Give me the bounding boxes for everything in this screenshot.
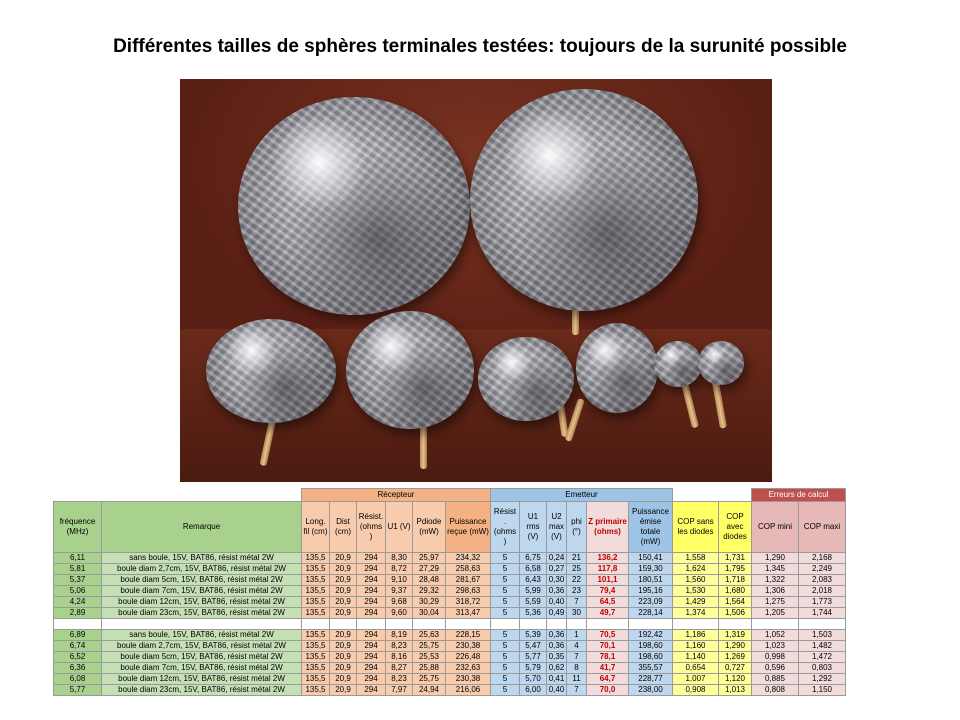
cell-remarque: boule diam 2,7cm, 15V, BAT86, résist métal 2W bbox=[102, 641, 302, 652]
cell-u1-rms: 5,47 bbox=[520, 641, 547, 652]
cell-cop-mini: 1,306 bbox=[752, 586, 799, 597]
cell-long-fil: 135,5 bbox=[302, 553, 330, 564]
cell-puissance-emise: 195,16 bbox=[629, 586, 673, 597]
table-row bbox=[54, 553, 846, 564]
header-cop-maxi: COP maxi bbox=[799, 502, 846, 553]
cell-frequence: 6,36 bbox=[54, 663, 102, 674]
header-cop-sans: COP sans les diodes bbox=[673, 502, 719, 553]
cell-remarque: boule diam 5cm, 15V, BAT86, résist métal 2W bbox=[102, 575, 302, 586]
cell-puissance-recue: 230,38 bbox=[446, 641, 491, 652]
header-phi: phi (°) bbox=[567, 502, 587, 553]
cell-cop-mini: 1,275 bbox=[752, 597, 799, 608]
cell-u2-max: 0,36 bbox=[547, 630, 567, 641]
cell-dist: 20,9 bbox=[330, 630, 357, 641]
cell-cop-avec: 1,290 bbox=[719, 641, 752, 652]
table-row bbox=[54, 608, 846, 619]
cell-cop-sans: 1,558 bbox=[673, 553, 719, 564]
cell-u1: 8,30 bbox=[386, 553, 413, 564]
cell-resist-r: 294 bbox=[357, 564, 386, 575]
cell-cop-maxi: 2,168 bbox=[799, 553, 846, 564]
header-u2-max: U2 max (V) bbox=[547, 502, 567, 553]
cell-u1-rms: 5,79 bbox=[520, 663, 547, 674]
cell-cop-sans: 1,140 bbox=[673, 652, 719, 663]
cell-cop-avec: 1,718 bbox=[719, 575, 752, 586]
cell-cop-avec: 1,564 bbox=[719, 597, 752, 608]
cell-u2-max: 0,40 bbox=[547, 597, 567, 608]
cell-pdiode: 25,75 bbox=[413, 641, 446, 652]
cell-resist-r: 294 bbox=[357, 663, 386, 674]
cell-cop-sans: 0,654 bbox=[673, 663, 719, 674]
cell-remarque: boule diam 23cm, 15V, BAT86, résist métal 2W bbox=[102, 608, 302, 619]
cell-resist-r: 294 bbox=[357, 630, 386, 641]
cell-phi: 21 bbox=[567, 553, 587, 564]
cell-puissance-emise: 228,14 bbox=[629, 608, 673, 619]
cell-cop-mini: 1,290 bbox=[752, 553, 799, 564]
cell-cop-sans: 1,530 bbox=[673, 586, 719, 597]
cell-u1: 9,60 bbox=[386, 608, 413, 619]
cell-puissance-recue: 234,32 bbox=[446, 553, 491, 564]
cell-dist: 20,9 bbox=[330, 586, 357, 597]
cell-z-primaire: 78,1 bbox=[587, 652, 629, 663]
header-dist: Dist (cm) bbox=[330, 502, 357, 553]
cell-resist-r: 294 bbox=[357, 553, 386, 564]
cell-puissance-recue: 226,48 bbox=[446, 652, 491, 663]
cell-puissance-recue: 313,47 bbox=[446, 608, 491, 619]
header-resist-r: Résist. (ohms ) bbox=[357, 502, 386, 553]
cell-cop-sans: 1,429 bbox=[673, 597, 719, 608]
cell-resist-r: 294 bbox=[357, 575, 386, 586]
cell-puissance-recue: 258,63 bbox=[446, 564, 491, 575]
cell-u2-max: 0,30 bbox=[547, 575, 567, 586]
sphere-2-7cm-b bbox=[698, 341, 744, 385]
cell-resist-e: 5 bbox=[491, 663, 520, 674]
table-row bbox=[54, 663, 846, 674]
cell-phi: 22 bbox=[567, 575, 587, 586]
sphere-12cm-b bbox=[346, 311, 474, 429]
spheres-photo bbox=[180, 79, 772, 482]
cell-resist-e: 5 bbox=[491, 586, 520, 597]
cell-puissance-recue: 318,72 bbox=[446, 597, 491, 608]
cell-z-primaire: 49,7 bbox=[587, 608, 629, 619]
cell-puissance-recue: 232,63 bbox=[446, 663, 491, 674]
cell-cop-maxi: 1,292 bbox=[799, 674, 846, 685]
cell-u1-rms: 6,00 bbox=[520, 685, 547, 696]
cell-u1: 8,23 bbox=[386, 674, 413, 685]
table-row bbox=[54, 652, 846, 663]
group-erreurs: Erreurs de calcul bbox=[752, 489, 846, 502]
cell-frequence: 6,89 bbox=[54, 630, 102, 641]
cell-cop-mini: 1,322 bbox=[752, 575, 799, 586]
cell-u1: 8,16 bbox=[386, 652, 413, 663]
sphere-23cm-a bbox=[238, 97, 470, 315]
cell-cop-sans: 0,908 bbox=[673, 685, 719, 696]
cell-phi: 1 bbox=[567, 630, 587, 641]
cell-resist-r: 294 bbox=[357, 641, 386, 652]
cell-dist: 20,9 bbox=[330, 575, 357, 586]
cell-dist: 20,9 bbox=[330, 597, 357, 608]
cell-remarque: sans boule, 15V, BAT86, résist métal 2W bbox=[102, 630, 302, 641]
cell-pdiode: 25,53 bbox=[413, 652, 446, 663]
cell-resist-e: 5 bbox=[491, 597, 520, 608]
cell-long-fil: 135,5 bbox=[302, 564, 330, 575]
cell-cop-maxi: 1,472 bbox=[799, 652, 846, 663]
table-row bbox=[54, 564, 846, 575]
sphere-5cm bbox=[576, 323, 658, 413]
cell-cop-maxi: 1,482 bbox=[799, 641, 846, 652]
cell-long-fil: 135,5 bbox=[302, 685, 330, 696]
cell-pdiode: 29,32 bbox=[413, 586, 446, 597]
cell-puissance-recue: 281,67 bbox=[446, 575, 491, 586]
sphere-12cm bbox=[206, 319, 336, 423]
cell-cop-mini: 0,596 bbox=[752, 663, 799, 674]
cell-dist: 20,9 bbox=[330, 652, 357, 663]
cell-resist-e: 5 bbox=[491, 553, 520, 564]
header-long-fil: Long. fil (cm) bbox=[302, 502, 330, 553]
cell-cop-avec: 1,795 bbox=[719, 564, 752, 575]
cell-dist: 20,9 bbox=[330, 663, 357, 674]
cell-frequence: 6,74 bbox=[54, 641, 102, 652]
cell-long-fil: 135,5 bbox=[302, 652, 330, 663]
cell-u1-rms: 5,77 bbox=[520, 652, 547, 663]
cell-dist: 20,9 bbox=[330, 564, 357, 575]
sphere-23cm-b bbox=[470, 89, 698, 311]
table-row bbox=[54, 685, 846, 696]
cell-u1-rms: 5,36 bbox=[520, 608, 547, 619]
cell-resist-e: 5 bbox=[491, 630, 520, 641]
cell-z-primaire: 117,8 bbox=[587, 564, 629, 575]
cell-u2-max: 0,40 bbox=[547, 685, 567, 696]
cell-phi: 7 bbox=[567, 652, 587, 663]
cell-remarque: sans boule, 15V, BAT86, résist métal 2W bbox=[102, 553, 302, 564]
header-u1: U1 (V) bbox=[386, 502, 413, 553]
cell-cop-maxi: 2,249 bbox=[799, 564, 846, 575]
cell-remarque: boule diam 7cm, 15V, BAT86, résist métal 2W bbox=[102, 663, 302, 674]
cell-puissance-emise: 192,42 bbox=[629, 630, 673, 641]
sphere-7cm bbox=[478, 337, 574, 421]
cell-cop-avec: 1,506 bbox=[719, 608, 752, 619]
cell-long-fil: 135,5 bbox=[302, 597, 330, 608]
header-cop-avec: COP avec diodes bbox=[719, 502, 752, 553]
cell-puissance-recue: 228,15 bbox=[446, 630, 491, 641]
cell-cop-mini: 1,052 bbox=[752, 630, 799, 641]
cell-remarque: boule diam 5cm, 15V, BAT86, résist métal 2W bbox=[102, 652, 302, 663]
cell-cop-maxi: 1,773 bbox=[799, 597, 846, 608]
cell-cop-maxi: 0,803 bbox=[799, 663, 846, 674]
separator-row bbox=[54, 619, 846, 630]
cell-cop-maxi: 1,503 bbox=[799, 630, 846, 641]
group-header-row bbox=[54, 489, 846, 502]
cell-puissance-emise: 198,60 bbox=[629, 652, 673, 663]
cell-z-primaire: 136,2 bbox=[587, 553, 629, 564]
cell-dist: 20,9 bbox=[330, 674, 357, 685]
cell-z-primaire: 64,7 bbox=[587, 674, 629, 685]
cell-long-fil: 135,5 bbox=[302, 575, 330, 586]
cell-puissance-emise: 198,60 bbox=[629, 641, 673, 652]
cell-resist-e: 5 bbox=[491, 685, 520, 696]
cell-cop-maxi: 1,150 bbox=[799, 685, 846, 696]
header-puissance-emise: Puissance émise totale (mW) bbox=[629, 502, 673, 553]
cell-cop-avec: 1,319 bbox=[719, 630, 752, 641]
cell-long-fil: 135,5 bbox=[302, 586, 330, 597]
cell-resist-r: 294 bbox=[357, 586, 386, 597]
cell-resist-e: 5 bbox=[491, 564, 520, 575]
sphere-2-7cm-a bbox=[654, 341, 702, 387]
cell-z-primaire: 101,1 bbox=[587, 575, 629, 586]
cell-puissance-recue: 216,06 bbox=[446, 685, 491, 696]
cell-long-fil: 135,5 bbox=[302, 641, 330, 652]
cell-puissance-emise: 159,30 bbox=[629, 564, 673, 575]
cell-u2-max: 0,24 bbox=[547, 553, 567, 564]
cell-frequence: 5,37 bbox=[54, 575, 102, 586]
cell-resist-r: 294 bbox=[357, 597, 386, 608]
cell-long-fil: 135,5 bbox=[302, 608, 330, 619]
cell-cop-maxi: 2,018 bbox=[799, 586, 846, 597]
cell-puissance-emise: 238,00 bbox=[629, 685, 673, 696]
cell-pdiode: 28,48 bbox=[413, 575, 446, 586]
cell-u1-rms: 5,70 bbox=[520, 674, 547, 685]
cell-puissance-recue: 298,63 bbox=[446, 586, 491, 597]
cell-frequence: 6,52 bbox=[54, 652, 102, 663]
cell-u1: 7,97 bbox=[386, 685, 413, 696]
cell-u1: 8,19 bbox=[386, 630, 413, 641]
cell-dist: 20,9 bbox=[330, 641, 357, 652]
cell-z-primaire: 41,7 bbox=[587, 663, 629, 674]
cell-pdiode: 24,94 bbox=[413, 685, 446, 696]
cell-cop-mini: 0,885 bbox=[752, 674, 799, 685]
cell-u1-rms: 6,43 bbox=[520, 575, 547, 586]
cell-cop-sans: 1,007 bbox=[673, 674, 719, 685]
cell-phi: 4 bbox=[567, 641, 587, 652]
cell-u2-max: 0,35 bbox=[547, 652, 567, 663]
header-frequence: fréquence (MHz) bbox=[54, 502, 102, 553]
cell-resist-r: 294 bbox=[357, 674, 386, 685]
cell-dist: 20,9 bbox=[330, 608, 357, 619]
cell-remarque: boule diam 23cm, 15V, BAT86, résist métal 2W bbox=[102, 685, 302, 696]
table-row bbox=[54, 641, 846, 652]
cell-cop-sans: 1,374 bbox=[673, 608, 719, 619]
cell-phi: 23 bbox=[567, 586, 587, 597]
cell-dist: 20,9 bbox=[330, 553, 357, 564]
cell-u1-rms: 5,99 bbox=[520, 586, 547, 597]
cell-z-primaire: 70,1 bbox=[587, 641, 629, 652]
cell-u2-max: 0,41 bbox=[547, 674, 567, 685]
cell-cop-maxi: 1,744 bbox=[799, 608, 846, 619]
cell-z-primaire: 70,0 bbox=[587, 685, 629, 696]
cell-cop-mini: 1,023 bbox=[752, 641, 799, 652]
cell-u2-max: 0,36 bbox=[547, 586, 567, 597]
cell-pdiode: 25,75 bbox=[413, 674, 446, 685]
cell-long-fil: 135,5 bbox=[302, 674, 330, 685]
cell-z-primaire: 70,5 bbox=[587, 630, 629, 641]
table-row bbox=[54, 575, 846, 586]
cell-cop-avec: 1,013 bbox=[719, 685, 752, 696]
cell-remarque: boule diam 2,7cm, 15V, BAT86, résist métal 2W bbox=[102, 564, 302, 575]
cell-cop-mini: 0,998 bbox=[752, 652, 799, 663]
header-resist-e: Résist . (ohms ) bbox=[491, 502, 520, 553]
cell-long-fil: 135,5 bbox=[302, 663, 330, 674]
cell-remarque: boule diam 7cm, 15V, BAT86, résist métal 2W bbox=[102, 586, 302, 597]
cell-u1-rms: 6,75 bbox=[520, 553, 547, 564]
cell-cop-sans: 1,624 bbox=[673, 564, 719, 575]
cell-remarque: boule diam 12cm, 15V, BAT86, résist métal 2W bbox=[102, 597, 302, 608]
cell-remarque: boule diam 12cm, 15V, BAT86, résist métal 2W bbox=[102, 674, 302, 685]
header-cop-mini: COP mini bbox=[752, 502, 799, 553]
cell-frequence: 2,89 bbox=[54, 608, 102, 619]
group-recepteur: Récepteur bbox=[302, 489, 491, 502]
cell-frequence: 5,06 bbox=[54, 586, 102, 597]
cell-phi: 11 bbox=[567, 674, 587, 685]
cell-resist-r: 294 bbox=[357, 652, 386, 663]
header-pdiode: Pdiode (mW) bbox=[413, 502, 446, 553]
cell-cop-avec: 1,120 bbox=[719, 674, 752, 685]
group-emetteur: Emetteur bbox=[491, 489, 673, 502]
cell-frequence: 4,24 bbox=[54, 597, 102, 608]
header-puissance-recue: Puissance reçue (mW) bbox=[446, 502, 491, 553]
cell-frequence: 5,81 bbox=[54, 564, 102, 575]
cell-u2-max: 0,62 bbox=[547, 663, 567, 674]
cell-resist-e: 5 bbox=[491, 674, 520, 685]
cell-cop-mini: 0,808 bbox=[752, 685, 799, 696]
cell-resist-e: 5 bbox=[491, 608, 520, 619]
cell-cop-mini: 1,345 bbox=[752, 564, 799, 575]
cell-cop-mini: 1,205 bbox=[752, 608, 799, 619]
cell-u1: 9,10 bbox=[386, 575, 413, 586]
page-title: Différentes tailles de sphères terminales testées: toujours de la surunité possible bbox=[113, 36, 847, 57]
cell-resist-r: 294 bbox=[357, 685, 386, 696]
cell-puissance-emise: 150,41 bbox=[629, 553, 673, 564]
cell-phi: 7 bbox=[567, 685, 587, 696]
cell-u1-rms: 5,39 bbox=[520, 630, 547, 641]
cell-pdiode: 25,63 bbox=[413, 630, 446, 641]
cell-u1: 8,23 bbox=[386, 641, 413, 652]
cell-resist-e: 5 bbox=[491, 652, 520, 663]
cell-puissance-emise: 228,77 bbox=[629, 674, 673, 685]
cell-phi: 8 bbox=[567, 663, 587, 674]
cell-phi: 25 bbox=[567, 564, 587, 575]
cell-u2-max: 0,36 bbox=[547, 641, 567, 652]
cell-cop-sans: 1,560 bbox=[673, 575, 719, 586]
table-row bbox=[54, 597, 846, 608]
table-row bbox=[54, 674, 846, 685]
cell-phi: 30 bbox=[567, 608, 587, 619]
cell-frequence: 6,08 bbox=[54, 674, 102, 685]
cell-frequence: 5,77 bbox=[54, 685, 102, 696]
cell-cop-avec: 1,731 bbox=[719, 553, 752, 564]
cell-u1-rms: 5,59 bbox=[520, 597, 547, 608]
cell-u1: 8,72 bbox=[386, 564, 413, 575]
cell-u1: 8,27 bbox=[386, 663, 413, 674]
cell-cop-maxi: 2,083 bbox=[799, 575, 846, 586]
results-table bbox=[53, 488, 846, 696]
cell-z-primaire: 64,5 bbox=[587, 597, 629, 608]
cell-puissance-recue: 230,38 bbox=[446, 674, 491, 685]
cell-u1-rms: 6,58 bbox=[520, 564, 547, 575]
cell-dist: 20,9 bbox=[330, 685, 357, 696]
cell-resist-r: 294 bbox=[357, 608, 386, 619]
header-remarque: Remarque bbox=[102, 502, 302, 553]
cell-cop-sans: 1,186 bbox=[673, 630, 719, 641]
cell-pdiode: 30,04 bbox=[413, 608, 446, 619]
cell-pdiode: 25,97 bbox=[413, 553, 446, 564]
cell-resist-e: 5 bbox=[491, 575, 520, 586]
cell-u2-max: 0,27 bbox=[547, 564, 567, 575]
header-z-primaire: Z primaire (ohms) bbox=[587, 502, 629, 553]
cell-frequence: 6,11 bbox=[54, 553, 102, 564]
cell-puissance-emise: 180,51 bbox=[629, 575, 673, 586]
cell-resist-e: 5 bbox=[491, 641, 520, 652]
cell-z-primaire: 79,4 bbox=[587, 586, 629, 597]
cell-u1: 9,68 bbox=[386, 597, 413, 608]
cell-cop-sans: 1,160 bbox=[673, 641, 719, 652]
cell-cop-avec: 1,269 bbox=[719, 652, 752, 663]
column-header-row bbox=[54, 502, 846, 553]
cell-u2-max: 0,49 bbox=[547, 608, 567, 619]
table-row bbox=[54, 586, 846, 597]
cell-pdiode: 25,88 bbox=[413, 663, 446, 674]
cell-puissance-emise: 223,09 bbox=[629, 597, 673, 608]
cell-u1: 9,37 bbox=[386, 586, 413, 597]
cell-cop-avec: 1,680 bbox=[719, 586, 752, 597]
table-row bbox=[54, 630, 846, 641]
header-u1-rms: U1 rms (V) bbox=[520, 502, 547, 553]
cell-puissance-emise: 355,57 bbox=[629, 663, 673, 674]
cell-pdiode: 27,29 bbox=[413, 564, 446, 575]
cell-phi: 7 bbox=[567, 597, 587, 608]
cell-long-fil: 135,5 bbox=[302, 630, 330, 641]
cell-pdiode: 30,29 bbox=[413, 597, 446, 608]
cell-cop-avec: 0,727 bbox=[719, 663, 752, 674]
